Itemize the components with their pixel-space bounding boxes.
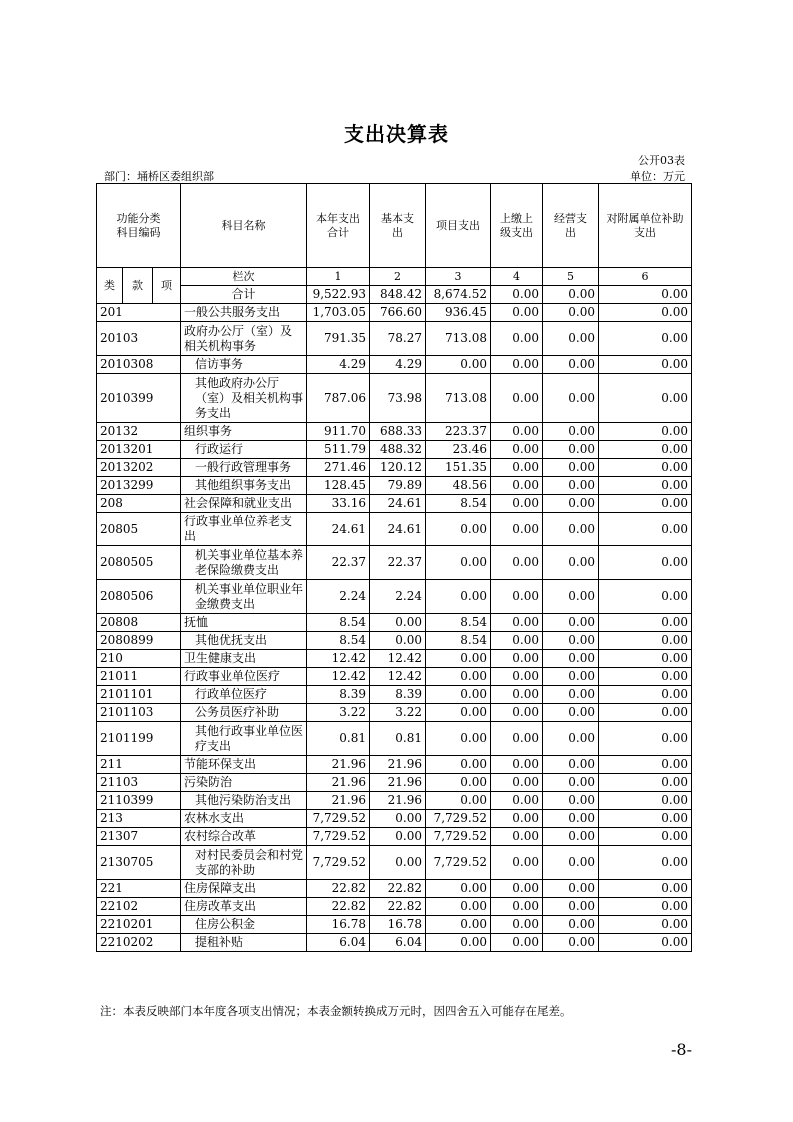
business-value: 0.00	[543, 880, 599, 898]
upper-value: 0.00	[491, 459, 543, 477]
project-value: 0.00	[426, 722, 491, 756]
subject-name: 农林水支出	[181, 810, 307, 828]
header-project: 项目支出	[426, 184, 491, 268]
total-value: 128.45	[307, 477, 370, 495]
col-number-5: 5	[543, 268, 599, 286]
business-value: 0.00	[543, 286, 599, 304]
upper-value: 0.00	[491, 722, 543, 756]
total-value: 21.96	[307, 756, 370, 774]
business-value: 0.00	[543, 477, 599, 495]
upper-value: 0.00	[491, 322, 543, 356]
business-value: 0.00	[543, 495, 599, 513]
subject-name: 组织事务	[181, 423, 307, 441]
upper-value: 0.00	[491, 916, 543, 934]
basic-value: 73.98	[370, 374, 426, 423]
subject-code: 2101103	[97, 704, 181, 722]
table-row	[97, 632, 692, 650]
table-row	[97, 356, 692, 374]
subject-code: 22102	[97, 898, 181, 916]
table-row	[97, 423, 692, 441]
subject-name: 其他组织事务支出	[181, 477, 307, 495]
subject-name: 公务员医疗补助	[181, 704, 307, 722]
total-value: 6.04	[307, 934, 370, 952]
total-value: 21.96	[307, 792, 370, 810]
business-value: 0.00	[543, 934, 599, 952]
basic-value: 22.82	[370, 880, 426, 898]
subject-name: 一般公共服务支出	[181, 304, 307, 322]
subject-name: 一般行政管理事务	[181, 459, 307, 477]
subject-name: 行政事业单位养老支出	[181, 513, 307, 546]
col-number-2: 2	[370, 268, 426, 286]
basic-value: 78.27	[370, 322, 426, 356]
subsidy-value: 0.00	[599, 356, 692, 374]
upper-value: 0.00	[491, 934, 543, 952]
basic-value: 120.12	[370, 459, 426, 477]
project-value: 0.00	[426, 686, 491, 704]
total-value: 16.78	[307, 916, 370, 934]
subsidy-value: 0.00	[599, 880, 692, 898]
total-row	[97, 286, 692, 304]
upper-value: 0.00	[491, 756, 543, 774]
project-value: 0.00	[426, 580, 491, 614]
total-value: 22.82	[307, 880, 370, 898]
subject-code: 20805	[97, 513, 181, 546]
table-row	[97, 704, 692, 722]
header-basic: 基本支 出	[370, 184, 426, 268]
project-value: 713.08	[426, 322, 491, 356]
basic-value: 0.00	[370, 810, 426, 828]
basic-value: 488.32	[370, 441, 426, 459]
basic-value: 21.96	[370, 756, 426, 774]
subject-code: 2013299	[97, 477, 181, 495]
project-value: 713.08	[426, 374, 491, 423]
page-title: 支出决算表	[344, 122, 449, 146]
total-value: 4.29	[307, 356, 370, 374]
subject-code: 21103	[97, 774, 181, 792]
upper-value: 0.00	[491, 792, 543, 810]
unit-label: 单位：万元	[630, 170, 685, 183]
subject-name: 住房改革支出	[181, 898, 307, 916]
subject-code: 21011	[97, 668, 181, 686]
table-row	[97, 304, 692, 322]
header-lanci: 栏次	[181, 268, 307, 286]
subsidy-value: 0.00	[599, 304, 692, 322]
header-lei: 类	[97, 268, 123, 304]
upper-value: 0.00	[491, 614, 543, 632]
basic-value: 0.00	[370, 632, 426, 650]
business-value: 0.00	[543, 374, 599, 423]
business-value: 0.00	[543, 668, 599, 686]
subsidy-value: 0.00	[599, 934, 692, 952]
subject-name: 机关事业单位基本养老保险缴费支出	[181, 546, 307, 580]
upper-value: 0.00	[491, 898, 543, 916]
upper-value: 0.00	[491, 546, 543, 580]
footnote: 注：本表反映部门本年度各项支出情况；本表金额转换成万元时，因四舍五入可能存在尾差。	[100, 1004, 572, 1018]
upper-value: 0.00	[491, 846, 543, 880]
project-value: 8.54	[426, 632, 491, 650]
subject-code: 210	[97, 650, 181, 668]
business-value: 0.00	[543, 810, 599, 828]
subsidy-value: 0.00	[599, 286, 692, 304]
upper-value: 0.00	[491, 632, 543, 650]
table-row	[97, 934, 692, 952]
project-value: 223.37	[426, 423, 491, 441]
table-row	[97, 459, 692, 477]
total-value: 21.96	[307, 774, 370, 792]
subsidy-value: 0.00	[599, 632, 692, 650]
subject-name: 提租补贴	[181, 934, 307, 952]
business-value: 0.00	[543, 846, 599, 880]
project-value: 0.00	[426, 546, 491, 580]
subsidy-value: 0.00	[599, 828, 692, 846]
subsidy-value: 0.00	[599, 322, 692, 356]
subject-name: 节能环保支出	[181, 756, 307, 774]
header-item-name: 科目名称	[181, 184, 307, 268]
project-value: 0.00	[426, 356, 491, 374]
subsidy-value: 0.00	[599, 650, 692, 668]
subsidy-value: 0.00	[599, 810, 692, 828]
total-value: 7,729.52	[307, 810, 370, 828]
subject-name: 机关事业单位职业年金缴费支出	[181, 580, 307, 614]
project-value: 0.00	[426, 792, 491, 810]
table-row	[97, 477, 692, 495]
business-value: 0.00	[543, 650, 599, 668]
basic-value: 24.61	[370, 495, 426, 513]
basic-value: 12.42	[370, 668, 426, 686]
table-row	[97, 756, 692, 774]
business-value: 0.00	[543, 546, 599, 580]
upper-value: 0.00	[491, 423, 543, 441]
upper-value: 0.00	[491, 513, 543, 546]
total-value: 511.79	[307, 441, 370, 459]
upper-value: 0.00	[491, 810, 543, 828]
upper-value: 0.00	[491, 668, 543, 686]
basic-value: 8.39	[370, 686, 426, 704]
project-value: 0.00	[426, 668, 491, 686]
subject-name: 信访事务	[181, 356, 307, 374]
department-label: 部门：埇桥区委组织部	[104, 170, 214, 183]
basic-value: 4.29	[370, 356, 426, 374]
project-value: 0.00	[426, 880, 491, 898]
subject-code: 221	[97, 880, 181, 898]
total-value: 12.42	[307, 650, 370, 668]
subsidy-value: 0.00	[599, 614, 692, 632]
subject-name: 政府办公厅（室）及相关机构事务	[181, 322, 307, 356]
subsidy-value: 0.00	[599, 580, 692, 614]
expenditure-table	[96, 183, 692, 952]
subject-code: 201	[97, 304, 181, 322]
upper-value: 0.00	[491, 374, 543, 423]
business-value: 0.00	[543, 580, 599, 614]
subject-code: 2013202	[97, 459, 181, 477]
project-value: 8.54	[426, 495, 491, 513]
upper-value: 0.00	[491, 356, 543, 374]
project-value: 7,729.52	[426, 828, 491, 846]
subject-name: 行政事业单位医疗	[181, 668, 307, 686]
total-value: 8.54	[307, 614, 370, 632]
business-value: 0.00	[543, 774, 599, 792]
total-label: 合计	[181, 286, 307, 304]
subsidy-value: 0.00	[599, 459, 692, 477]
total-value: 791.35	[307, 322, 370, 356]
total-value: 12.42	[307, 668, 370, 686]
table-row	[97, 722, 692, 756]
upper-value: 0.00	[491, 828, 543, 846]
business-value: 0.00	[543, 304, 599, 322]
subject-code: 2101101	[97, 686, 181, 704]
form-number: 公开03表	[638, 154, 685, 167]
project-value: 0.00	[426, 774, 491, 792]
total-value: 911.70	[307, 423, 370, 441]
business-value: 0.00	[543, 614, 599, 632]
total-value: 271.46	[307, 459, 370, 477]
business-value: 0.00	[543, 513, 599, 546]
subject-name: 对村民委员会和村党支部的补助	[181, 846, 307, 880]
basic-value: 0.81	[370, 722, 426, 756]
project-value: 48.56	[426, 477, 491, 495]
business-value: 0.00	[543, 632, 599, 650]
basic-value: 12.42	[370, 650, 426, 668]
subject-name: 住房保障支出	[181, 880, 307, 898]
basic-value: 21.96	[370, 774, 426, 792]
subject-code: 2210201	[97, 916, 181, 934]
table-row	[97, 880, 692, 898]
header-upper: 上缴上 级支出	[491, 184, 543, 268]
header-subsidy: 对附属单位补助 支出	[599, 184, 692, 268]
subject-code: 2080899	[97, 632, 181, 650]
subsidy-value: 0.00	[599, 756, 692, 774]
table-row	[97, 546, 692, 580]
subject-code: 20808	[97, 614, 181, 632]
table-row	[97, 614, 692, 632]
subsidy-value: 0.00	[599, 668, 692, 686]
table-row	[97, 650, 692, 668]
project-value: 0.00	[426, 756, 491, 774]
total-value: 22.82	[307, 898, 370, 916]
total-value: 9,522.93	[307, 286, 370, 304]
subsidy-value: 0.00	[599, 495, 692, 513]
upper-value: 0.00	[491, 704, 543, 722]
table-row	[97, 513, 692, 546]
subsidy-value: 0.00	[599, 704, 692, 722]
subsidy-value: 0.00	[599, 546, 692, 580]
total-value: 0.81	[307, 722, 370, 756]
basic-value: 79.89	[370, 477, 426, 495]
subject-code: 2080506	[97, 580, 181, 614]
total-value: 24.61	[307, 513, 370, 546]
subsidy-value: 0.00	[599, 774, 692, 792]
subject-name: 行政单位医疗	[181, 686, 307, 704]
table-row	[97, 898, 692, 916]
project-value: 8,674.52	[426, 286, 491, 304]
col-number-6: 6	[599, 268, 692, 286]
total-value: 3.22	[307, 704, 370, 722]
business-value: 0.00	[543, 423, 599, 441]
table-row	[97, 322, 692, 356]
subsidy-value: 0.00	[599, 686, 692, 704]
project-value: 0.00	[426, 916, 491, 934]
subject-name: 其他行政事业单位医疗支出	[181, 722, 307, 756]
basic-value: 24.61	[370, 513, 426, 546]
subject-code: 2013201	[97, 441, 181, 459]
table-row	[97, 580, 692, 614]
subject-code: 2110399	[97, 792, 181, 810]
business-value: 0.00	[543, 441, 599, 459]
table-row	[97, 810, 692, 828]
project-value: 0.00	[426, 934, 491, 952]
total-value: 787.06	[307, 374, 370, 423]
subsidy-value: 0.00	[599, 477, 692, 495]
business-value: 0.00	[543, 356, 599, 374]
header-row	[97, 184, 692, 268]
subsidy-value: 0.00	[599, 441, 692, 459]
business-value: 0.00	[543, 792, 599, 810]
subject-name: 行政运行	[181, 441, 307, 459]
total-value: 8.39	[307, 686, 370, 704]
header-func-code: 功能分类 科目编码	[97, 184, 181, 268]
upper-value: 0.00	[491, 686, 543, 704]
subject-name: 其他优抚支出	[181, 632, 307, 650]
project-value: 0.00	[426, 650, 491, 668]
basic-value: 22.82	[370, 898, 426, 916]
page-number: -8-	[671, 1040, 692, 1059]
subsidy-value: 0.00	[599, 423, 692, 441]
subject-code: 213	[97, 810, 181, 828]
upper-value: 0.00	[491, 880, 543, 898]
upper-value: 0.00	[491, 304, 543, 322]
subject-code: 211	[97, 756, 181, 774]
subject-name: 其他污染防治支出	[181, 792, 307, 810]
subject-name: 污染防治	[181, 774, 307, 792]
upper-value: 0.00	[491, 441, 543, 459]
subsidy-value: 0.00	[599, 898, 692, 916]
subject-code: 2010308	[97, 356, 181, 374]
basic-value: 0.00	[370, 846, 426, 880]
subject-name: 其他政府办公厅（室）及相关机构事务支出	[181, 374, 307, 423]
column-number-row	[97, 268, 692, 286]
table-row	[97, 916, 692, 934]
project-value: 0.00	[426, 513, 491, 546]
basic-value: 6.04	[370, 934, 426, 952]
header-kuan: 款	[123, 268, 153, 304]
subject-code: 2101199	[97, 722, 181, 756]
business-value: 0.00	[543, 756, 599, 774]
table-row	[97, 686, 692, 704]
col-number-4: 4	[491, 268, 543, 286]
business-value: 0.00	[543, 459, 599, 477]
col-number-3: 3	[426, 268, 491, 286]
header-xiang: 项	[153, 268, 181, 304]
table-row	[97, 495, 692, 513]
upper-value: 0.00	[491, 580, 543, 614]
table-row	[97, 441, 692, 459]
basic-value: 2.24	[370, 580, 426, 614]
total-value: 33.16	[307, 495, 370, 513]
subsidy-value: 0.00	[599, 916, 692, 934]
basic-value: 0.00	[370, 828, 426, 846]
subject-name: 农村综合改革	[181, 828, 307, 846]
subject-code: 2210202	[97, 934, 181, 952]
subject-code: 2010399	[97, 374, 181, 423]
upper-value: 0.00	[491, 495, 543, 513]
project-value: 0.00	[426, 898, 491, 916]
project-value: 7,729.52	[426, 810, 491, 828]
basic-value: 766.60	[370, 304, 426, 322]
table-row	[97, 846, 692, 880]
subject-name: 抚恤	[181, 614, 307, 632]
subject-code: 2130705	[97, 846, 181, 880]
basic-value: 688.33	[370, 423, 426, 441]
business-value: 0.00	[543, 322, 599, 356]
project-value: 7,729.52	[426, 846, 491, 880]
subject-code: 21307	[97, 828, 181, 846]
basic-value: 0.00	[370, 614, 426, 632]
subsidy-value: 0.00	[599, 792, 692, 810]
subject-code: 20132	[97, 423, 181, 441]
business-value: 0.00	[543, 898, 599, 916]
business-value: 0.00	[543, 686, 599, 704]
total-value: 8.54	[307, 632, 370, 650]
basic-value: 21.96	[370, 792, 426, 810]
upper-value: 0.00	[491, 477, 543, 495]
project-value: 0.00	[426, 704, 491, 722]
project-value: 151.35	[426, 459, 491, 477]
subject-code: 208	[97, 495, 181, 513]
business-value: 0.00	[543, 704, 599, 722]
upper-value: 0.00	[491, 774, 543, 792]
basic-value: 848.42	[370, 286, 426, 304]
subsidy-value: 0.00	[599, 374, 692, 423]
subsidy-value: 0.00	[599, 846, 692, 880]
subject-name: 社会保障和就业支出	[181, 495, 307, 513]
project-value: 8.54	[426, 614, 491, 632]
basic-value: 16.78	[370, 916, 426, 934]
table-row	[97, 374, 692, 423]
total-value: 1,703.05	[307, 304, 370, 322]
upper-value: 0.00	[491, 286, 543, 304]
project-value: 936.45	[426, 304, 491, 322]
subsidy-value: 0.00	[599, 722, 692, 756]
upper-value: 0.00	[491, 650, 543, 668]
total-value: 7,729.52	[307, 828, 370, 846]
col-number-1: 1	[307, 268, 370, 286]
header-business: 经营支 出	[543, 184, 599, 268]
subject-code: 2080505	[97, 546, 181, 580]
business-value: 0.00	[543, 916, 599, 934]
table-row	[97, 774, 692, 792]
table-row	[97, 792, 692, 810]
header-total: 本年支出 合计	[307, 184, 370, 268]
business-value: 0.00	[543, 828, 599, 846]
table-row	[97, 828, 692, 846]
total-value: 22.37	[307, 546, 370, 580]
total-value: 7,729.52	[307, 846, 370, 880]
total-value: 2.24	[307, 580, 370, 614]
subject-name: 住房公积金	[181, 916, 307, 934]
subject-name: 卫生健康支出	[181, 650, 307, 668]
business-value: 0.00	[543, 722, 599, 756]
basic-value: 3.22	[370, 704, 426, 722]
subject-code: 20103	[97, 322, 181, 356]
table-row	[97, 668, 692, 686]
basic-value: 22.37	[370, 546, 426, 580]
project-value: 23.46	[426, 441, 491, 459]
subsidy-value: 0.00	[599, 513, 692, 546]
